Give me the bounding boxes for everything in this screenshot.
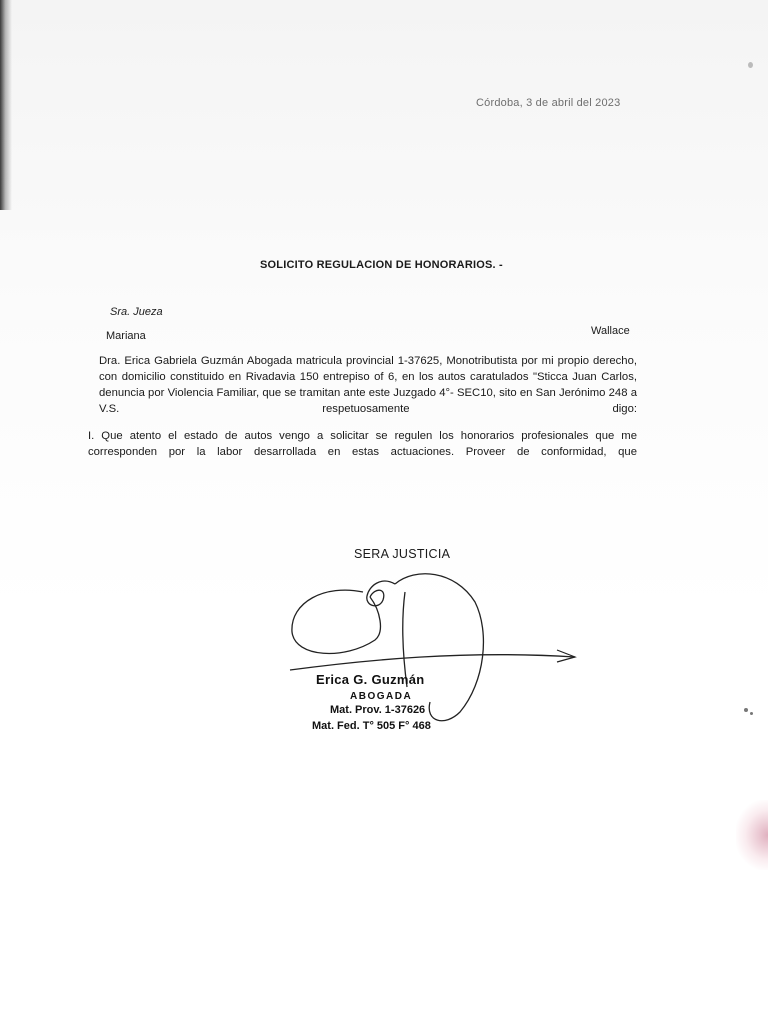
- page-edge-shadow: [0, 0, 12, 210]
- dust-speck: [748, 62, 753, 68]
- dust-speck: [744, 708, 748, 712]
- stamp-mat-fed: Mat. Fed. T° 505 F° 468: [312, 720, 431, 732]
- stamp-name: Erica G. Guzmán: [316, 672, 425, 687]
- body-paragraph-2: I. Que atento el estado de autos vengo a solicitar se regulen los honorarios profesionales que me corresponden por la labor desarrollada en estas actuaciones. Proveer de conformidad, que: [88, 430, 637, 458]
- document-title: SOLICITO REGULACION DE HONORARIOS. -: [260, 259, 503, 271]
- date-line: Córdoba, 3 de abril del 2023: [476, 97, 621, 109]
- body-paragraph-1: Dra. Erica Gabriela Guzmán Abogada matricula provincial 1-37625, Monotributista por mi propio derecho, con domicilio constituido en Rivadavia 150 entrepiso of 6, en los autos caratulados "Sticca Juan Carlos, denuncia por Violencia Familiar, que se tramitan ante este Juzgado 4°- SEC10, sito en San Jerónimo 248 a V.S. respetuosamente digo:: [99, 355, 637, 415]
- pink-smudge: [736, 800, 768, 870]
- addressee-line-1: Sra. Jueza: [110, 306, 163, 318]
- stamp-role: ABOGADA: [350, 691, 413, 702]
- addressee-line-3: Wallace: [591, 325, 630, 337]
- addressee-line-2: Mariana: [106, 330, 146, 342]
- dust-speck: [750, 712, 753, 715]
- stamp-mat-prov: Mat. Prov. 1-37626: [330, 704, 426, 716]
- closing-text: SERA JUSTICIA: [354, 547, 451, 561]
